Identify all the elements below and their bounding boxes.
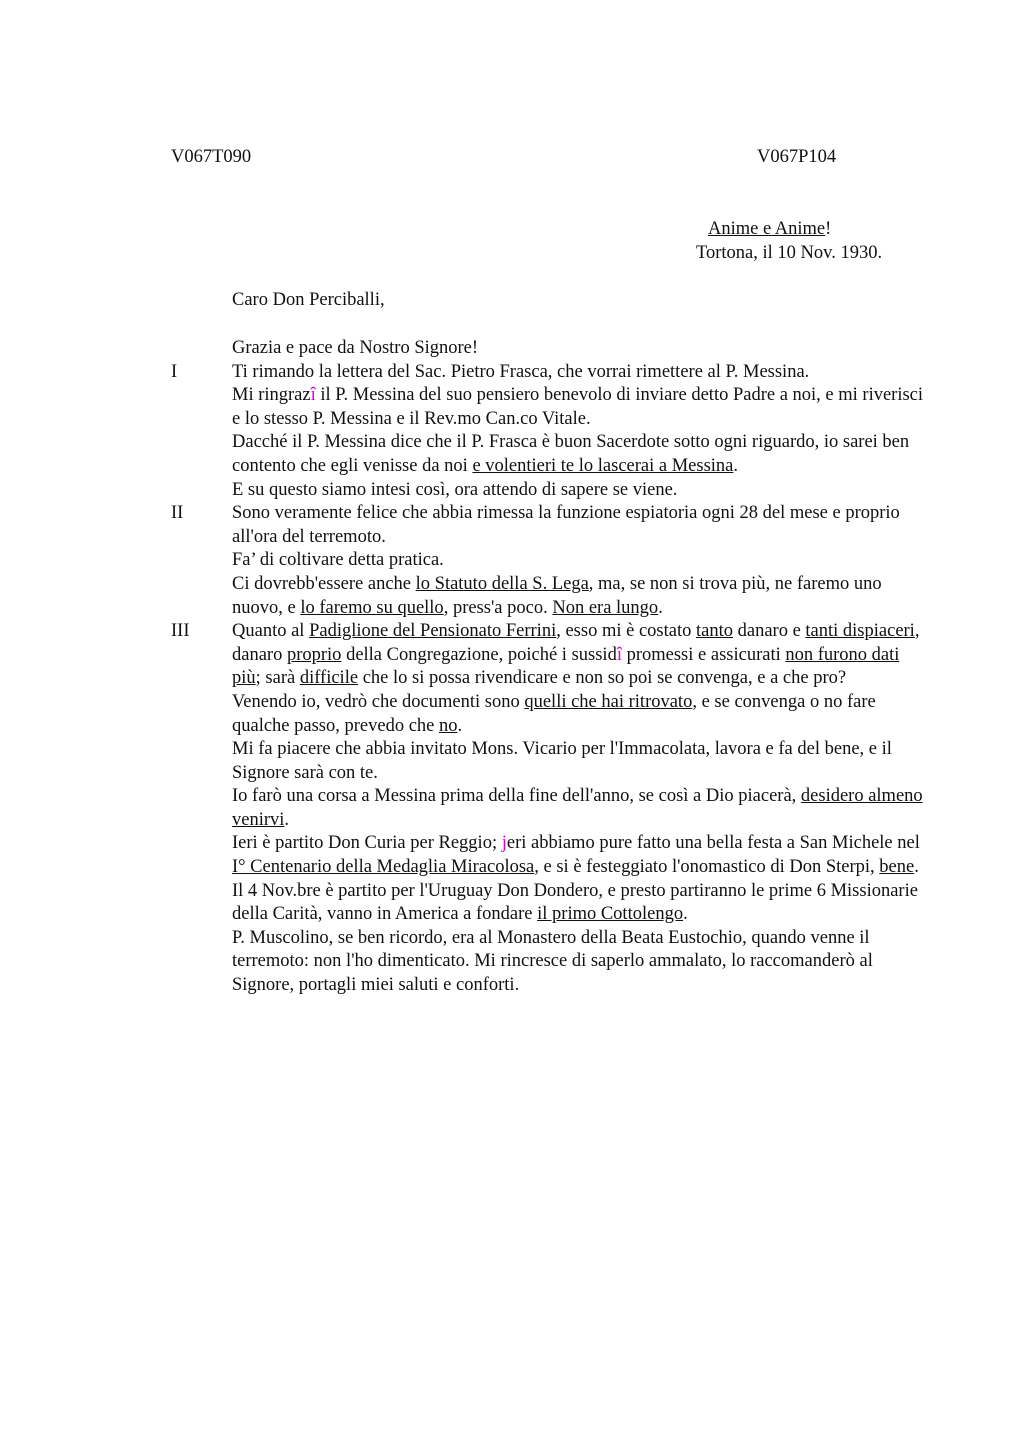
highlighted-glyph: î (616, 644, 622, 665)
paragraph (171, 880, 931, 927)
archive-code-left: V067T090 (171, 147, 252, 167)
text-run: , e se convenga o no fare qualche passo, prevedo che (232, 691, 876, 736)
text-run: , e si è festeggiato l'onomastico di Don Sterpi, (534, 857, 880, 878)
paragraph (171, 479, 931, 503)
text-run: , ma, se non si trova più, ne faremo uno nuovo, e (232, 573, 882, 618)
paragraph (171, 738, 931, 785)
salutation: Caro Don Perciballi, (232, 290, 385, 310)
dateline: Tortona, il 10 Nov. 1930. (696, 243, 883, 263)
paragraph (171, 549, 931, 573)
paragraph (171, 691, 931, 738)
underlined-text: I° Centenario della Medaglia Miracolosa (232, 857, 535, 878)
text-run: ; sarà (255, 668, 300, 689)
text-run: . (284, 809, 290, 830)
section-number: I (171, 361, 178, 382)
motto-punct: ! (825, 219, 832, 239)
text-run: , press'a poco. (443, 597, 553, 618)
underlined-text: lo Statuto della S. Lega (415, 573, 589, 594)
text-run: che lo si possa rivendicare e non so poi se convenga, e a che pro? (358, 668, 847, 689)
underlined-text: quelli che hai ritrovato (524, 691, 693, 712)
text-run: Grazia e pace da Nostro Signore! (232, 338, 479, 358)
text-run: della Congregazione, poiché i sussid (341, 644, 617, 665)
underlined-text: e volentieri te lo lascerai a Messina (472, 455, 734, 476)
text-run: Ci dovrebb'essere anche (232, 573, 416, 594)
motto-text: Anime e Anime (708, 219, 826, 239)
underlined-text: proprio (286, 644, 342, 665)
underlined-text: tanti dispiaceri (805, 621, 915, 642)
letter-body (171, 337, 931, 998)
text-run: Sono veramente felice che abbia rimessa la funzione espiatoria ogni 28 del mese e proprio all'ora del terremoto. (232, 503, 900, 547)
paragraph (171, 502, 931, 549)
text-run: il P. Messina del suo pensiero benevolo di inviare detto Padre a noi, e mi riverisci e lo stesso P. Messina e il Rev.mo Can.co Vitale. (232, 385, 924, 429)
text-run: P. Muscolino, se ben ricordo, era al Monastero della Beata Eustochio, quando venne il terremoto: non l'ho dimenticato. Mi rincresce di saperlo ammalato, lo raccomanderò al Signore, portagli miei saluti e conforti. (232, 927, 873, 996)
paragraph (171, 620, 931, 691)
text-run: . (457, 715, 463, 736)
paragraph (171, 337, 931, 361)
text-run: E su questo siamo intesi così, ora attendo di sapere se viene. (232, 479, 678, 500)
underlined-text: non furono dati più (232, 644, 900, 689)
text-run: , esso mi è costato (556, 621, 696, 642)
highlighted-glyph: j (501, 833, 507, 854)
section-number: II (171, 503, 184, 524)
text-run: Quanto al (232, 621, 310, 642)
paragraph (171, 431, 931, 478)
paragraph (171, 832, 931, 879)
text-run: , danaro (232, 621, 920, 665)
text-run: Ieri è partito Don Curia per Reggio; (232, 833, 502, 854)
text-run: danaro e (732, 621, 806, 642)
underlined-text: Non era lungo (552, 597, 659, 618)
paragraph (171, 361, 931, 385)
text-run: Ti rimando la lettera del Sac. Pietro Frasca, che vorrai rimettere al P. Messina. (232, 361, 810, 382)
text-run: eri abbiamo pure fatto una bella festa a San Michele nel (506, 833, 920, 854)
paragraph (171, 785, 931, 832)
text-run: Fa’ di coltivare detta pratica. (232, 550, 444, 571)
text-run: Mi fa piacere che abbia invitato Mons. Vicario per l'Immacolata, lavora e fa del bene, e il Signore sarà con te. (232, 739, 892, 783)
underlined-text: Padiglione del Pensionato Ferrini (309, 621, 557, 642)
underlined-text: no (439, 715, 458, 736)
text-run: Io farò una corsa a Messina prima della fine dell'anno, se così a Dio piacerà, (232, 786, 801, 807)
underlined-text: il primo Cottolengo (537, 904, 684, 925)
underlined-text: desidero almeno venirvi (232, 786, 923, 830)
text-run: Il 4 Nov.bre è partito per l'Uruguay Don Dondero, e presto partiranno le prime 6 Missionarie della Carità, vanno in America a fondare (232, 880, 918, 925)
underlined-text: bene (879, 857, 915, 878)
text-run: . (733, 455, 739, 476)
paragraph (171, 927, 931, 998)
highlighted-glyph: î (310, 385, 316, 406)
text-run: Mi ringraz (232, 385, 311, 406)
paragraph (171, 384, 931, 431)
paragraph (171, 573, 931, 620)
text-run: promessi e assicurati (621, 644, 786, 665)
underlined-text: tanto (695, 621, 733, 642)
archive-code-right: V067P104 (757, 147, 837, 167)
underlined-text: difficile (299, 668, 359, 689)
text-run: . (658, 597, 663, 618)
text-run: Dacché il P. Messina dice che il P. Frasca è buon Sacerdote sotto ogni riguardo, io sarei ben contento che egli venisse da noi (232, 432, 910, 476)
section-number: III (171, 621, 190, 642)
text-run: . (914, 857, 919, 878)
text-run: Venendo io, vedrò che documenti sono (232, 691, 525, 712)
underlined-text: lo faremo su quello (300, 597, 444, 618)
text-run: . (683, 904, 688, 925)
motto (708, 218, 831, 242)
